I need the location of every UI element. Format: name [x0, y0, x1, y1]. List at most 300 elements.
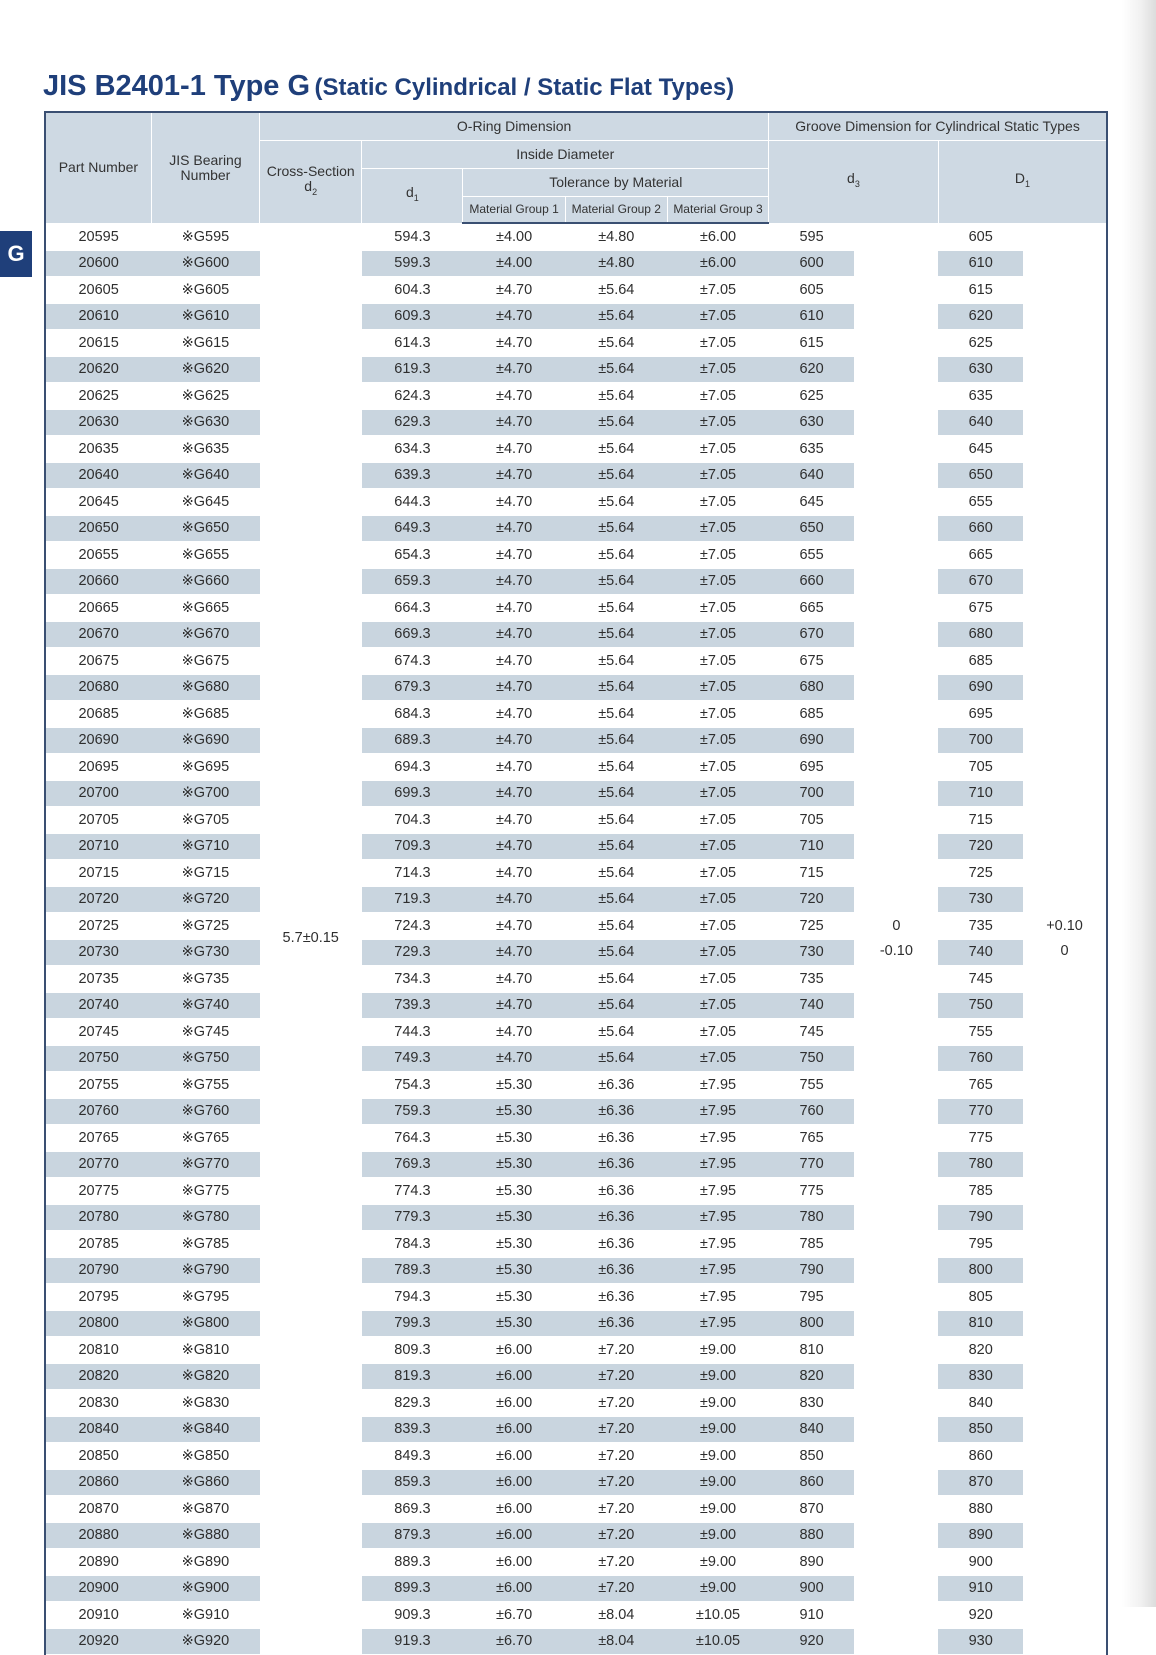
cell-jis-number: ※G760 [151, 1098, 259, 1125]
cell-tol-group-2: ±7.20 [565, 1575, 667, 1602]
cell-tol-group-1: ±6.00 [463, 1522, 565, 1549]
cell-tol-group-1: ±4.70 [463, 939, 565, 966]
cell-part-number: 20795 [45, 1284, 151, 1311]
cell-D1: 840 [938, 1390, 1023, 1417]
cell-jis-number: ※G795 [151, 1284, 259, 1311]
cell-jis-number: ※G785 [151, 1231, 259, 1258]
cell-tol-group-3: ±7.05 [667, 277, 768, 304]
cell-tol-group-2: ±5.64 [565, 648, 667, 675]
cell-d3: 605 [769, 277, 855, 304]
cell-d1: 704.3 [362, 807, 463, 834]
cell-d1: 614.3 [362, 330, 463, 357]
table-row [45, 807, 1107, 834]
cell-tol-group-3: ±6.00 [667, 250, 768, 277]
cell-d3: 785 [769, 1231, 855, 1258]
cell-tol-group-1: ±4.70 [463, 860, 565, 887]
cell-d3: 635 [769, 436, 855, 463]
cell-tol-group-1: ±4.70 [463, 807, 565, 834]
cell-d1: 684.3 [362, 701, 463, 728]
cell-tol-group-2: ±7.20 [565, 1549, 667, 1576]
cell-jis-number: ※G690 [151, 727, 259, 754]
cell-tol-group-2: ±5.64 [565, 833, 667, 860]
cell-d3: 610 [769, 303, 855, 330]
cell-d3: 795 [769, 1284, 855, 1311]
table-row [45, 780, 1107, 807]
cell-tol-group-2: ±5.64 [565, 1019, 667, 1046]
cell-d1: 774.3 [362, 1178, 463, 1205]
cell-jis-number: ※G655 [151, 542, 259, 569]
cell-part-number: 20820 [45, 1363, 151, 1390]
table-row [45, 674, 1107, 701]
cell-d3: 745 [769, 1019, 855, 1046]
cell-d3: 725 [769, 913, 855, 940]
cell-part-number: 20840 [45, 1416, 151, 1443]
cell-jis-number: ※G910 [151, 1602, 259, 1629]
cell-D1: 775 [938, 1125, 1023, 1152]
table-row [45, 1469, 1107, 1496]
cell-tol-group-3: ±7.05 [667, 701, 768, 728]
cell-D1: 760 [938, 1045, 1023, 1072]
cell-D1: 650 [938, 462, 1023, 489]
cell-d1: 599.3 [362, 250, 463, 277]
table-row [45, 1125, 1107, 1152]
cell-tol-group-1: ±4.70 [463, 277, 565, 304]
cell-tol-group-3: ±9.00 [667, 1496, 768, 1523]
cell-d1: 694.3 [362, 754, 463, 781]
cell-D1: 725 [938, 860, 1023, 887]
cell-tol-group-2: ±6.36 [565, 1072, 667, 1099]
cell-D1: 735 [938, 913, 1023, 940]
cell-tol-group-3: ±7.05 [667, 992, 768, 1019]
cell-tol-group-3: ±7.05 [667, 807, 768, 834]
cell-d3: 810 [769, 1337, 855, 1364]
cell-D1: 620 [938, 303, 1023, 330]
cell-tol-group-1: ±4.70 [463, 648, 565, 675]
cell-jis-number: ※G680 [151, 674, 259, 701]
cell-d1: 764.3 [362, 1125, 463, 1152]
table-row [45, 223, 1107, 250]
page-edge-shadow [1122, 0, 1156, 1607]
cell-tol-group-1: ±4.70 [463, 674, 565, 701]
cell-part-number: 20725 [45, 913, 151, 940]
cell-D1: 795 [938, 1231, 1023, 1258]
table-row [45, 860, 1107, 887]
cell-part-number: 20745 [45, 1019, 151, 1046]
cell-part-number: 20630 [45, 409, 151, 436]
cell-d1: 734.3 [362, 966, 463, 993]
cell-tol-group-3: ±7.95 [667, 1310, 768, 1337]
cell-tol-group-1: ±5.30 [463, 1098, 565, 1125]
table-row [45, 1098, 1107, 1125]
cell-d3: 645 [769, 489, 855, 516]
cell-d3: 760 [769, 1098, 855, 1125]
cell-D1: 700 [938, 727, 1023, 754]
cell-tol-group-3: ±7.05 [667, 1019, 768, 1046]
cell-tol-group-2: ±5.64 [565, 886, 667, 913]
cell-tol-group-2: ±7.20 [565, 1416, 667, 1443]
cell-d3: 780 [769, 1204, 855, 1231]
cell-part-number: 20620 [45, 356, 151, 383]
cell-d3: 660 [769, 568, 855, 595]
header-material-group-2: Material Group 2 [565, 196, 667, 223]
table-row [45, 1416, 1107, 1443]
cell-D1: 860 [938, 1443, 1023, 1470]
table-row [45, 621, 1107, 648]
cell-part-number: 20920 [45, 1628, 151, 1655]
cell-d1: 724.3 [362, 913, 463, 940]
cell-tol-group-1: ±4.70 [463, 621, 565, 648]
cell-D1-tolerance [1023, 223, 1107, 1655]
cell-tol-group-2: ±8.04 [565, 1602, 667, 1629]
cell-tol-group-2: ±4.80 [565, 223, 667, 250]
cell-d3: 840 [769, 1416, 855, 1443]
header-tolerance-by-material: Tolerance by Material [463, 168, 769, 196]
cell-tol-group-1: ±4.70 [463, 595, 565, 622]
cell-jis-number: ※G675 [151, 648, 259, 675]
cell-D1: 780 [938, 1151, 1023, 1178]
cell-d1: 789.3 [362, 1257, 463, 1284]
cell-d1: 889.3 [362, 1549, 463, 1576]
cell-D1: 755 [938, 1019, 1023, 1046]
cell-D1: 740 [938, 939, 1023, 966]
cell-part-number: 20705 [45, 807, 151, 834]
cell-tol-group-1: ±5.30 [463, 1257, 565, 1284]
d3-tol-lower: -0.10 [879, 942, 913, 959]
cell-jis-number: ※G920 [151, 1628, 259, 1655]
header-groove-dimension: Groove Dimension for Cylindrical Static Types [769, 112, 1107, 140]
cell-d1: 784.3 [362, 1231, 463, 1258]
cell-tol-group-2: ±5.64 [565, 489, 667, 516]
cell-d1: 679.3 [362, 674, 463, 701]
cell-d1: 819.3 [362, 1363, 463, 1390]
cell-D1: 930 [938, 1628, 1023, 1655]
cell-tol-group-2: ±5.64 [565, 383, 667, 410]
oring-spec-table [44, 111, 1108, 1655]
table-row [45, 754, 1107, 781]
cell-jis-number: ※G745 [151, 1019, 259, 1046]
cell-d1: 754.3 [362, 1072, 463, 1099]
cell-D1: 615 [938, 277, 1023, 304]
cell-part-number: 20650 [45, 515, 151, 542]
cell-tol-group-3: ±7.95 [667, 1098, 768, 1125]
cell-D1: 890 [938, 1522, 1023, 1549]
cell-tol-group-1: ±4.70 [463, 568, 565, 595]
cell-jis-number: ※G840 [151, 1416, 259, 1443]
cell-d3: 675 [769, 648, 855, 675]
table-row [45, 1337, 1107, 1364]
cell-tol-group-1: ±6.00 [463, 1363, 565, 1390]
D1-tol-upper: +0.10 [1046, 917, 1083, 934]
cell-jis-number: ※G900 [151, 1575, 259, 1602]
cell-part-number: 20850 [45, 1443, 151, 1470]
cell-d1: 654.3 [362, 542, 463, 569]
header-D1-sub: 1 [1024, 178, 1030, 189]
cell-D1: 660 [938, 515, 1023, 542]
cell-tol-group-2: ±5.64 [565, 462, 667, 489]
cell-d1: 689.3 [362, 727, 463, 754]
cell-tol-group-1: ±5.30 [463, 1284, 565, 1311]
cell-tol-group-3: ±9.00 [667, 1522, 768, 1549]
cell-tol-group-1: ±4.70 [463, 701, 565, 728]
cell-d1: 624.3 [362, 383, 463, 410]
cell-part-number: 20890 [45, 1549, 151, 1576]
cell-tol-group-3: ±9.00 [667, 1416, 768, 1443]
table-row [45, 966, 1107, 993]
cell-part-number: 20740 [45, 992, 151, 1019]
cell-d1: 809.3 [362, 1337, 463, 1364]
cell-tol-group-3: ±9.00 [667, 1443, 768, 1470]
cell-jis-number: ※G595 [151, 223, 259, 250]
cell-d1: 674.3 [362, 648, 463, 675]
cell-D1: 850 [938, 1416, 1023, 1443]
cell-part-number: 20830 [45, 1390, 151, 1417]
cell-tol-group-2: ±6.36 [565, 1257, 667, 1284]
header-cross-section-label: Cross-Section [266, 162, 355, 179]
cell-d3: 750 [769, 1045, 855, 1072]
cell-tol-group-3: ±9.00 [667, 1549, 768, 1576]
cell-D1: 785 [938, 1178, 1023, 1205]
cell-tol-group-3: ±7.05 [667, 356, 768, 383]
cell-d1: 879.3 [362, 1522, 463, 1549]
cell-d1: 594.3 [362, 223, 463, 250]
cell-tol-group-1: ±5.30 [463, 1310, 565, 1337]
cell-D1: 645 [938, 436, 1023, 463]
cell-tol-group-3: ±7.05 [667, 462, 768, 489]
cell-d3: 600 [769, 250, 855, 277]
table-row [45, 727, 1107, 754]
cell-tol-group-3: ±7.05 [667, 542, 768, 569]
cell-tol-group-2: ±5.64 [565, 568, 667, 595]
cell-jis-number: ※G775 [151, 1178, 259, 1205]
cell-part-number: 20685 [45, 701, 151, 728]
table-row [45, 1390, 1107, 1417]
table-row [45, 330, 1107, 357]
cell-d3: 860 [769, 1469, 855, 1496]
cell-jis-number: ※G765 [151, 1125, 259, 1152]
cell-d1: 739.3 [362, 992, 463, 1019]
cell-tol-group-2: ±5.64 [565, 542, 667, 569]
cell-d1: 669.3 [362, 621, 463, 648]
cell-part-number: 20870 [45, 1496, 151, 1523]
cell-jis-number: ※G820 [151, 1363, 259, 1390]
cell-D1: 800 [938, 1257, 1023, 1284]
cell-part-number: 20670 [45, 621, 151, 648]
cell-tol-group-1: ±4.70 [463, 1019, 565, 1046]
table-row [45, 489, 1107, 516]
cell-jis-number: ※G720 [151, 886, 259, 913]
cell-part-number: 20680 [45, 674, 151, 701]
cell-tol-group-2: ±7.20 [565, 1390, 667, 1417]
header-d3-symbol: d [847, 170, 855, 187]
cell-tol-group-2: ±5.64 [565, 860, 667, 887]
cell-D1: 635 [938, 383, 1023, 410]
cell-tol-group-3: ±7.05 [667, 621, 768, 648]
cell-tol-group-2: ±5.64 [565, 727, 667, 754]
table-row [45, 1496, 1107, 1523]
cell-tol-group-3: ±7.95 [667, 1284, 768, 1311]
cell-tol-group-1: ±6.70 [463, 1628, 565, 1655]
cell-d1: 714.3 [362, 860, 463, 887]
table-row [45, 1231, 1107, 1258]
cell-tol-group-1: ±4.70 [463, 515, 565, 542]
cell-tol-group-2: ±7.20 [565, 1443, 667, 1470]
D1-tol-lower: 0 [1060, 942, 1069, 959]
cell-jis-number: ※G660 [151, 568, 259, 595]
cell-jis-number: ※G645 [151, 489, 259, 516]
table-row [45, 1310, 1107, 1337]
cell-tol-group-2: ±5.64 [565, 1045, 667, 1072]
cell-d1: 604.3 [362, 277, 463, 304]
cell-d3: 655 [769, 542, 855, 569]
cell-part-number: 20860 [45, 1469, 151, 1496]
cell-part-number: 20750 [45, 1045, 151, 1072]
cell-D1: 765 [938, 1072, 1023, 1099]
cell-jis-number: ※G790 [151, 1257, 259, 1284]
cell-tol-group-1: ±4.70 [463, 356, 565, 383]
cell-D1: 695 [938, 701, 1023, 728]
cell-d3: 595 [769, 223, 855, 250]
cell-d1: 719.3 [362, 886, 463, 913]
cell-jis-number: ※G670 [151, 621, 259, 648]
cell-tol-group-1: ±4.70 [463, 436, 565, 463]
cell-part-number: 20660 [45, 568, 151, 595]
cell-part-number: 20665 [45, 595, 151, 622]
cell-part-number: 20735 [45, 966, 151, 993]
cell-part-number: 20655 [45, 542, 151, 569]
cell-tol-group-2: ±5.64 [565, 992, 667, 1019]
cell-tol-group-2: ±5.64 [565, 966, 667, 993]
cell-tol-group-1: ±4.70 [463, 489, 565, 516]
cell-tol-group-2: ±5.64 [565, 807, 667, 834]
cell-d1: 794.3 [362, 1284, 463, 1311]
cell-tol-group-1: ±4.70 [463, 913, 565, 940]
cell-d3: 920 [769, 1628, 855, 1655]
cell-tol-group-2: ±5.64 [565, 913, 667, 940]
table-row [45, 356, 1107, 383]
cell-tol-group-1: ±4.70 [463, 303, 565, 330]
cell-d1: 744.3 [362, 1019, 463, 1046]
header-material-group-3: Material Group 3 [667, 196, 768, 223]
table-row [45, 1072, 1107, 1099]
cell-tol-group-3: ±7.05 [667, 515, 768, 542]
header-cross-section-sub: 2 [312, 186, 318, 197]
cell-tol-group-2: ±5.64 [565, 595, 667, 622]
cell-d3: 705 [769, 807, 855, 834]
cell-d1: 779.3 [362, 1204, 463, 1231]
table-row [45, 1602, 1107, 1629]
cell-d3: 890 [769, 1549, 855, 1576]
cell-tol-group-3: ±7.05 [667, 833, 768, 860]
header-cross-section-symbol: d [304, 177, 313, 194]
cell-tol-group-3: ±7.05 [667, 568, 768, 595]
cell-d1: 644.3 [362, 489, 463, 516]
cell-tol-group-2: ±5.64 [565, 701, 667, 728]
cell-d1: 634.3 [362, 436, 463, 463]
cell-tol-group-1: ±6.00 [463, 1469, 565, 1496]
cell-tol-group-1: ±4.70 [463, 409, 565, 436]
table-row [45, 1284, 1107, 1311]
cell-tol-group-3: ±7.05 [667, 303, 768, 330]
cell-tol-group-1: ±4.70 [463, 462, 565, 489]
cell-tol-group-3: ±7.95 [667, 1231, 768, 1258]
cell-part-number: 20715 [45, 860, 151, 887]
cell-D1: 900 [938, 1549, 1023, 1576]
cell-d3: 735 [769, 966, 855, 993]
cell-part-number: 20605 [45, 277, 151, 304]
cell-D1: 710 [938, 780, 1023, 807]
table-row [45, 250, 1107, 277]
cell-tol-group-1: ±6.00 [463, 1575, 565, 1602]
cell-tol-group-3: ±7.05 [667, 1045, 768, 1072]
cell-tol-group-1: ±6.00 [463, 1337, 565, 1364]
cell-jis-number: ※G685 [151, 701, 259, 728]
cell-d3: 680 [769, 674, 855, 701]
cell-part-number: 20675 [45, 648, 151, 675]
cell-D1: 640 [938, 409, 1023, 436]
cell-d3: 850 [769, 1443, 855, 1470]
cell-tol-group-2: ±5.64 [565, 409, 667, 436]
table-row [45, 1019, 1107, 1046]
cell-tol-group-1: ±5.30 [463, 1125, 565, 1152]
cell-jis-number: ※G770 [151, 1151, 259, 1178]
cell-d1: 659.3 [362, 568, 463, 595]
table-row [45, 1178, 1107, 1205]
cell-d1: 619.3 [362, 356, 463, 383]
cell-jis-number: ※G800 [151, 1310, 259, 1337]
table-row [45, 1204, 1107, 1231]
cell-tol-group-3: ±7.05 [667, 330, 768, 357]
table-row [45, 886, 1107, 913]
cell-part-number: 20600 [45, 250, 151, 277]
cell-D1: 830 [938, 1363, 1023, 1390]
cell-tol-group-2: ±5.64 [565, 277, 667, 304]
cell-part-number: 20790 [45, 1257, 151, 1284]
header-d3-sub: 3 [854, 178, 860, 189]
cell-tol-group-2: ±6.36 [565, 1284, 667, 1311]
cell-tol-group-1: ±4.70 [463, 780, 565, 807]
table-row [45, 409, 1107, 436]
cell-D1: 630 [938, 356, 1023, 383]
cell-d3: 690 [769, 727, 855, 754]
cell-tol-group-1: ±4.70 [463, 383, 565, 410]
cell-tol-group-1: ±6.00 [463, 1496, 565, 1523]
cell-tol-group-1: ±4.70 [463, 542, 565, 569]
cell-jis-number: ※G730 [151, 939, 259, 966]
cell-d1: 639.3 [362, 462, 463, 489]
table-row [45, 992, 1107, 1019]
section-tab-g: G [0, 231, 32, 277]
cell-d1: 729.3 [362, 939, 463, 966]
cell-tol-group-1: ±5.30 [463, 1178, 565, 1205]
cell-d3: 765 [769, 1125, 855, 1152]
header-d1-symbol: d [405, 184, 414, 201]
cell-tol-group-3: ±7.05 [667, 860, 768, 887]
cell-tol-group-1: ±4.70 [463, 754, 565, 781]
cell-tol-group-3: ±10.05 [667, 1628, 768, 1655]
cell-jis-number: ※G610 [151, 303, 259, 330]
cell-D1: 720 [938, 833, 1023, 860]
cell-tol-group-3: ±10.05 [667, 1602, 768, 1629]
table-row [45, 1257, 1107, 1284]
cell-tol-group-2: ±6.36 [565, 1204, 667, 1231]
cell-tol-group-2: ±7.20 [565, 1363, 667, 1390]
cell-tol-group-1: ±4.70 [463, 833, 565, 860]
cell-part-number: 20880 [45, 1522, 151, 1549]
cell-jis-number: ※G780 [151, 1204, 259, 1231]
cell-D1: 690 [938, 674, 1023, 701]
cell-d3: 615 [769, 330, 855, 357]
cell-tol-group-3: ±7.05 [667, 939, 768, 966]
